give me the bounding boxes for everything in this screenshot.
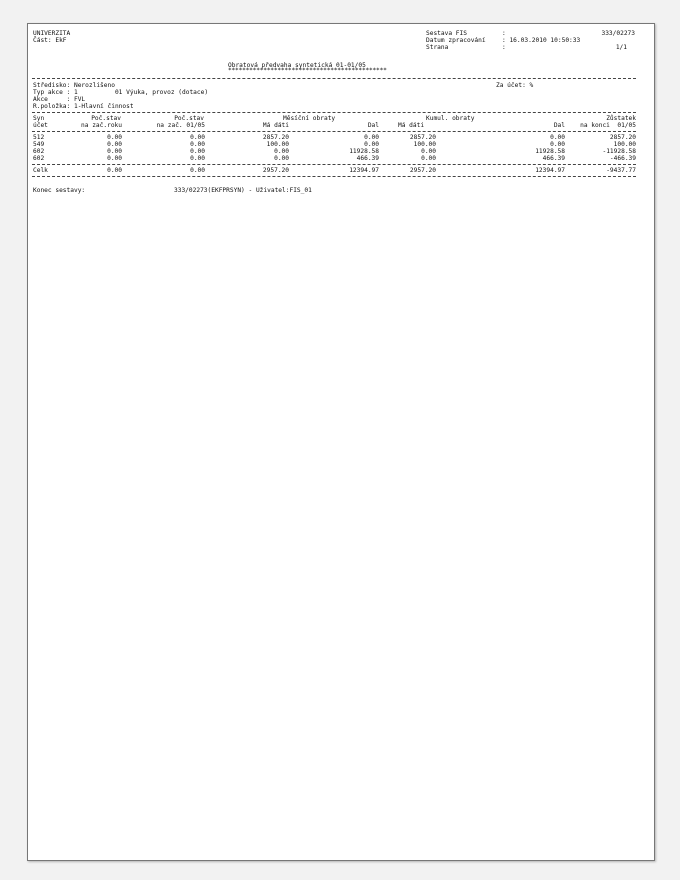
cell-dal: 466.39 (356, 155, 379, 162)
cell-dal: 0.00 (364, 141, 379, 148)
cell-poc2: 0.00 (190, 148, 205, 155)
title-underline: ********************************************* (228, 67, 387, 74)
col-zust-a: Zůstatek (606, 115, 636, 122)
cell-kmd: 0.00 (421, 148, 436, 155)
page-sep: : (502, 44, 506, 51)
cell-poc1: 0.00 (107, 155, 122, 162)
org-part: Část: EkF (33, 37, 67, 44)
date-value: : 16.03.2010 10:50:33 (502, 37, 581, 44)
filter-stredisko: Středisko: Nerozlišeno (33, 82, 115, 89)
divider (32, 164, 636, 165)
col-poc1-b: na zač.roku (81, 122, 122, 129)
page-label: Strana (426, 44, 449, 51)
cell-ucet: 549 (33, 141, 45, 148)
total-kmd: 2957.20 (409, 167, 436, 174)
col-kdal: Dal (553, 122, 565, 129)
total-dal: 12394.97 (349, 167, 379, 174)
col-kumul: Kumul. obraty (426, 115, 475, 122)
footer-value: 333/02273(EKFPRSYN) - Uživatel:FIS_01 (174, 187, 312, 194)
divider (32, 78, 636, 79)
cell-md: 2857.20 (262, 134, 289, 141)
col-syn: Syn (33, 115, 45, 122)
filter-polozka: R.položka: 1-Hlavní činnost (33, 103, 134, 110)
total-zust: -9437.77 (606, 167, 636, 174)
cell-poc2: 0.00 (190, 155, 205, 162)
cell-kdal: 0.00 (550, 134, 565, 141)
divider (32, 131, 636, 132)
cell-md: 0.00 (274, 148, 289, 155)
report-title: Obratová předvaha syntetická 01-01/05 (228, 62, 366, 69)
filter-za-ucet: Za účet: % (496, 82, 534, 89)
total-label: Celk (33, 167, 48, 174)
cell-kmd: 2857.20 (409, 134, 436, 141)
cell-md: 100.00 (266, 141, 289, 148)
cell-md: 0.00 (274, 155, 289, 162)
total-poc2: 0.00 (190, 167, 205, 174)
cell-zust: -11928.58 (602, 148, 636, 155)
col-zust-b: na konci 01/05 (580, 122, 636, 129)
col-mesicni: Měsíční obraty (283, 115, 336, 122)
total-kdal: 12394.97 (535, 167, 565, 174)
cell-kdal: 11928.58 (535, 148, 565, 155)
cell-kdal: 0.00 (550, 141, 565, 148)
cell-poc1: 0.00 (107, 134, 122, 141)
cell-dal: 0.00 (364, 134, 379, 141)
col-kmd: Má dáti (398, 122, 425, 129)
report-label: Sestava FIS (426, 30, 467, 37)
report-number: 333/02273 (601, 30, 635, 37)
cell-poc2: 0.00 (190, 141, 205, 148)
cell-zust: 100.00 (613, 141, 636, 148)
report-page (27, 23, 655, 861)
cell-ucet: 602 (33, 148, 45, 155)
report-sep: : (502, 30, 506, 37)
cell-ucet: 512 (33, 134, 45, 141)
col-poc2-b: na zač. 01/05 (156, 122, 205, 129)
cell-poc2: 0.00 (190, 134, 205, 141)
cell-kdal: 466.39 (542, 155, 565, 162)
col-md: Má dáti (262, 122, 289, 129)
total-md: 2957.20 (262, 167, 289, 174)
col-dal: Dal (367, 122, 379, 129)
divider (32, 176, 636, 177)
total-poc1: 0.00 (107, 167, 122, 174)
cell-poc1: 0.00 (107, 148, 122, 155)
page-value: 1/1 (615, 44, 627, 51)
date-label: Datum zpracování (426, 37, 486, 44)
cell-zust: 2857.20 (609, 134, 636, 141)
org-name: UNIVERZITA (33, 30, 71, 37)
footer-label: Konec sestavy: (33, 187, 86, 194)
cell-poc1: 0.00 (107, 141, 122, 148)
divider (32, 112, 636, 113)
cell-dal: 11928.58 (349, 148, 379, 155)
cell-kmd: 100.00 (413, 141, 436, 148)
col-ucet: účet (33, 122, 48, 129)
col-poc2-a: Poč.stav (174, 115, 204, 122)
cell-ucet: 602 (33, 155, 45, 162)
filter-akce: Akce : FVL (33, 96, 86, 103)
col-poc1-a: Poč.stav (91, 115, 121, 122)
filter-typ-akce: Typ akce : 1 01 Výuka, provoz (dotace) (33, 89, 209, 96)
cell-zust: -466.39 (609, 155, 636, 162)
cell-kmd: 0.00 (421, 155, 436, 162)
